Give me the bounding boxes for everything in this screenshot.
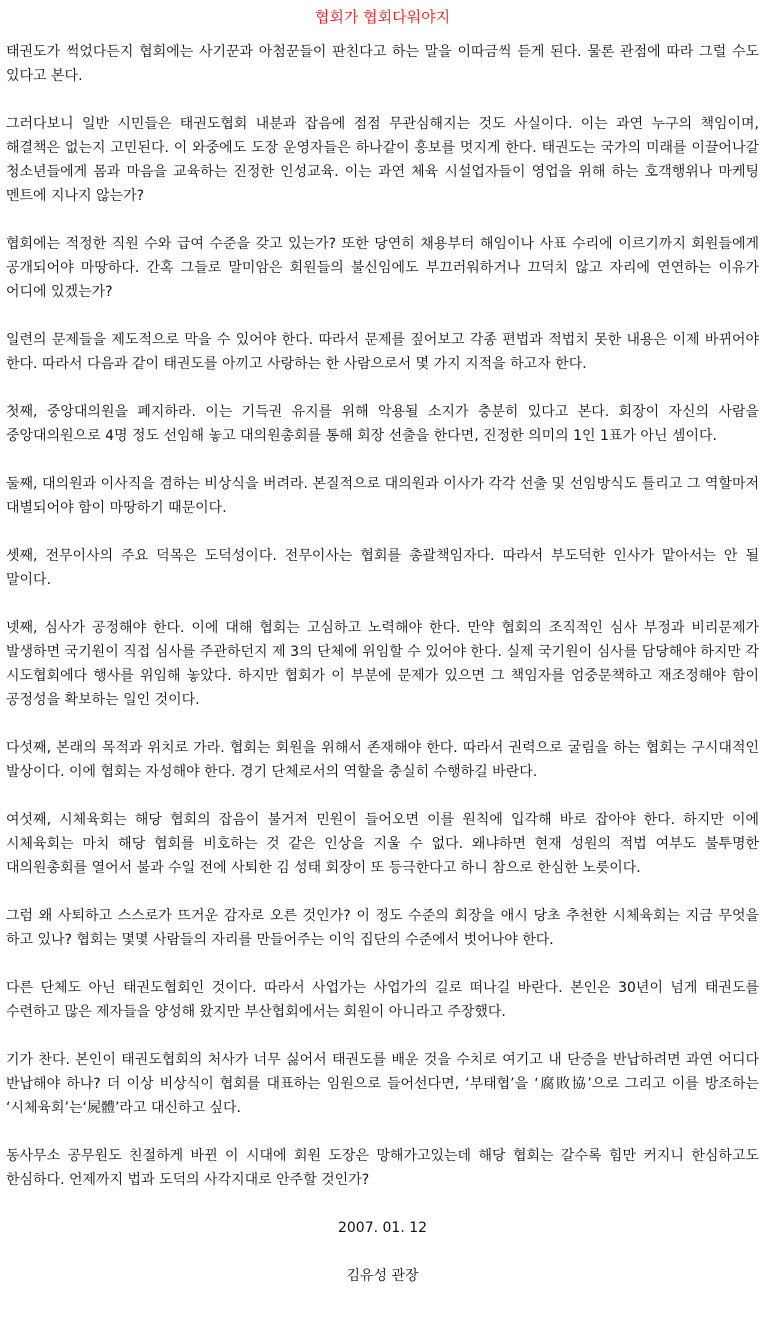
paragraph-9: 다섯째, 본래의 목적과 위치로 가라. 협회는 회원을 위해서 존재해야 한다. 따라서 권력으로 굴림을 하는 협회는 구시대적인 발상이다. 이에 협회는 자성해야 한다. 경기 단체로서의 역할을 충실히 수행하길 바란다. — [6, 740, 759, 780]
paragraph-8: 넷째, 심사가 공정해야 한다. 이에 대해 협회는 고심하고 노력해야 한다. 만약 협회의 조직적인 심사 부정과 비리문제가 발생하면 국기원이 직접 심사를 주관하던지 제 3의 단체에 위임할 수 있어야 한다. 실제 국기원이 심사를 담당해야 하지만 각 시도협회에다 행사를 위임해 놓았다. 하지만 협회가 이 부분에 문제가 있으면 그 책임자를 엄중문책하고 재조정해야 함이 공정성을 확보하는 일인 것이다. — [6, 620, 759, 708]
paragraph-14: 동사무소 공무원도 친절하게 바뀐 이 시대에 회원 도장은 망해가고있는데 해당 협회는 갈수록 힘만 커지니 한심하고도 한심하다. 언제까지 법과 도덕의 사각지대로 안주할 것인가? — [6, 1148, 759, 1188]
paragraph-7: 셋째, 전무이사의 주요 덕목은 도덕성이다. 전무이사는 협회를 총괄책임자다. 따라서 부도덕한 인사가 맡아서는 안 될 말이다. — [6, 548, 759, 588]
paragraph-11: 그럼 왜 사퇴하고 스스로가 뜨거운 감자로 오른 것인가? 이 정도 수준의 회장을 애시 당초 추천한 시체육회는 지금 무엇을 하고 있나? 협회는 몇몇 사람들의 자리를 만들어주는 이익 집단의 수준에서 벗어나야 한다. — [6, 908, 759, 948]
paragraph-2: 그러다보니 일반 시민들은 태권도협회 내분과 잡음에 점점 무관심해지는 것도 사실이다. 이는 과연 누구의 책임이며, 해결책은 없는지 고민된다. 이 와중에도 도장 운영자들은 하나같이 홍보를 멋지게 한다. 태권도는 국가의 미래를 이끌어나갈 청소년들에게 몸과 마음을 교육하는 진정한 인성교육. 이는 과연 체육 시설업자들이 영업을 위해 하는 호객행위나 마케팅 멘트에 지나지 않는가? — [6, 116, 759, 204]
paragraph-13: 기가 찬다. 본인이 태권도협회의 처사가 너무 싫어서 태권도를 배운 것을 수치로 여기고 내 단증을 반납하려면 과연 어디다 반납해야 하나? 더 이상 비상식이 협회를 대표하는 임원으로 들어선다면, ‘부태협’을 ‘腐敗協’으로 그리고 이를 방조하는 ‘시체육회’는‘屍體’라고 대신하고 싶다. — [6, 1052, 759, 1116]
article-title: 협회가 협회다워야지 — [314, 8, 451, 26]
paragraph-6: 둘째, 대의원과 이사직을 겸하는 비상식을 버려라. 본질적으로 대의원과 이사가 각각 선출 및 선임방식도 틀리고 그 역할마저 대별되어야 함이 마땅하기 때문이다. — [6, 476, 759, 516]
paragraph-1: 태권도가 썩었다든지 협회에는 사기꾼과 아첨꾼들이 판친다고 하는 말을 이따금씩 듣게 된다. 물론 관점에 따라 그럴 수도 있다고 본다. — [6, 44, 759, 84]
paragraph-12: 다른 단체도 아닌 태권도협회인 것이다. 따라서 사업가는 사업가의 길로 떠나길 바란다. 본인은 30년이 넘게 태권도를 수련하고 많은 제자들을 양성해 왔지만 부산협회에서는 회원이 아니라고 주장했다. — [6, 980, 759, 1020]
paragraph-4: 일련의 문제들을 제도적으로 막을 수 있어야 한다. 따라서 문제를 짚어보고 각종 편법과 적법치 못한 내용은 이제 바뀌어야 한다. 따라서 다음과 같이 태권도를 아끼고 사랑하는 한 사람으로서 몇 가지 지적을 하고자 한다. — [6, 332, 759, 372]
author-signature: 김유성 관장 — [346, 1268, 419, 1284]
paragraph-5: 첫째, 중앙대의원을 폐지하라. 이는 기득권 유지를 위해 악용될 소지가 충분히 있다고 본다. 회장이 자신의 사람을 중앙대의원으로 4명 정도 선임해 놓고 대의원총회를 통해 회장 선출을 한다면, 진정한 의미의 1인 1표가 아닌 셈이다. — [6, 404, 759, 444]
paragraph-10: 여섯째, 시체육회는 해당 협회의 잡음이 불거져 민원이 들어오면 이를 원칙에 입각해 바로 잡아야 한다. 하지만 이에 시체육회는 마치 해당 협회를 비호하는 것 같은 인상을 지울 수 없다. 왜냐하면 현재 성원의 적법 여부도 불투명한 대의원총회를 열어서 불과 수일 전에 사퇴한 김 성태 회장이 또 등극한다고 하니 참으로 한심한 노릇이다. — [6, 812, 759, 876]
paragraph-3: 협회에는 적정한 직원 수와 급여 수준을 갖고 있는가? 또한 당연히 채용부터 해임이나 사표 수리에 이르기까지 회원들에게 공개되어야 마땅하다. 간혹 그들로 말미암은 회원들의 불신임에도 부끄러워하거나 끄덕치 않고 자리에 연연하는 이유가 어디에 있겠는가? — [6, 236, 759, 300]
article-date: 2007. 01. 12 — [337, 1220, 428, 1236]
article-body — [6, 40, 759, 1192]
